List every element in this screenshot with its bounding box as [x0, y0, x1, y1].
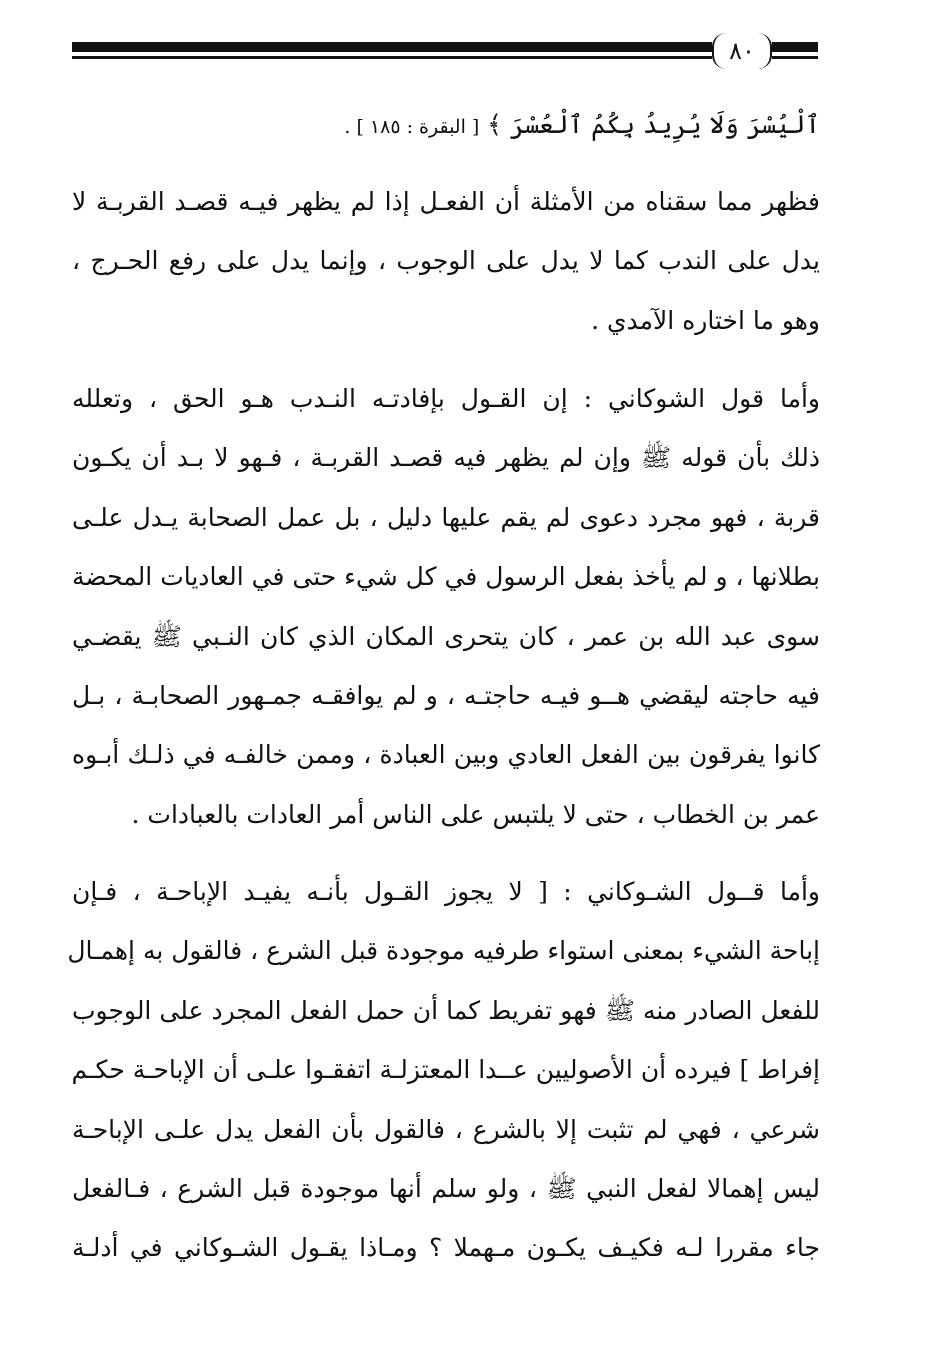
verse-reference: [ البقرة : ١٨٥ ] . [344, 116, 480, 138]
paragraph-line: وأما قول الشوكاني : إن القـول بإفادتـه النـدب هـو الحق ، وتعلله [72, 384, 820, 413]
verse-text: ٱلْيُسْرَ وَلَا يُرِيدُ بِكُمُ ٱلْعُسْرَ ﴾ [487, 110, 820, 139]
paragraph-line: يدل على الندب كما لا يدل على الوجوب ، وإنما يدل على رفع الحـرج ، [72, 246, 820, 276]
paragraph-2 [72, 369, 820, 844]
paragraph-line: فظهر مما سقناه من الأمثلة أن الفعـل إذا لم يظهر فيـه قصـد القربـة لا [72, 187, 820, 216]
paragraph-line: ذلك بأن قوله ﷺ وإن لم يظهر فيه قصـد القربـة ، فـهو لا بـد أن يكـون [72, 443, 820, 473]
paragraph-line: شرعي ، فهي لم تثبت إلا بالشرع ، فالقول بأن الفعل يدل علـى الإباحـة [72, 1114, 820, 1144]
paragraph-3 [67, 862, 820, 1278]
paragraph-line: جاء مقررا لـه فكيـف يكـون مـهملا ؟ ومـاذا يقـول الشـوكاني في أدلـة [72, 1233, 820, 1263]
header-rule-left [72, 42, 712, 60]
page-header [72, 33, 818, 69]
paragraph-line: إفراط ] فيرده أن الأصوليين عــدا المعتزلـة اتفقـوا علـى أن الإباحـة حكـم [71, 1055, 820, 1085]
header-rule-right [772, 42, 818, 60]
paragraph-line: قربة ، فهو مجرد دعوى لم يقم عليها دليل ، بل عمل الصحابة يـدل علـى [72, 502, 820, 532]
paragraph-line: عمر بن الخطاب ، حتى لا يلتبس على الناس أمر العادات بالعبادات . [131, 799, 820, 829]
paragraph-1 [72, 172, 820, 350]
paragraph-line: ليس إهمالا لفعل النبي ﷺ ، ولو سلم أنها موجودة قبل الشرع ، فـالفعل [72, 1173, 820, 1203]
paragraph-line: إباحة الشيء بمعنى استواء طرفيه موجودة قبل الشرع ، فالقول به إهمـال [67, 936, 820, 966]
quran-verse [340, 100, 820, 152]
paragraph-line: بطلانها ، و لم يأخذ بفعل الرسول في كل شيء حتى في العاديات المحضة [72, 562, 820, 592]
paragraph-line: كانوا يفرقون بين الفعل العادي وبين العبادة ، وممن خالفـه في ذلـك أبـوه [72, 740, 820, 770]
paragraph-line: وهو ما اختاره الآمدي . [591, 305, 820, 335]
page-number: ٨٠ [712, 33, 772, 69]
paragraph-line: سوى عبد الله بن عمر ، كان يتحرى المكان الذي كان النـبي ﷺ يقضـي [72, 621, 820, 651]
paragraph-line: فيه حاجته ليقضي هــو فيـه حاجتـه ، و لم يوافقـه جمـهور الصحابـة ، بـل [72, 680, 820, 710]
paragraph-line: للفعل الصادر منه ﷺ فهو تفريط كما أن حمل الفعل المجرد على الوجوب [72, 995, 820, 1025]
paragraph-line: وأما قــول الشـوكاني : [ لا يجوز القـول بأنـه يفيـد الإباحـة ، فـإن [72, 877, 820, 906]
